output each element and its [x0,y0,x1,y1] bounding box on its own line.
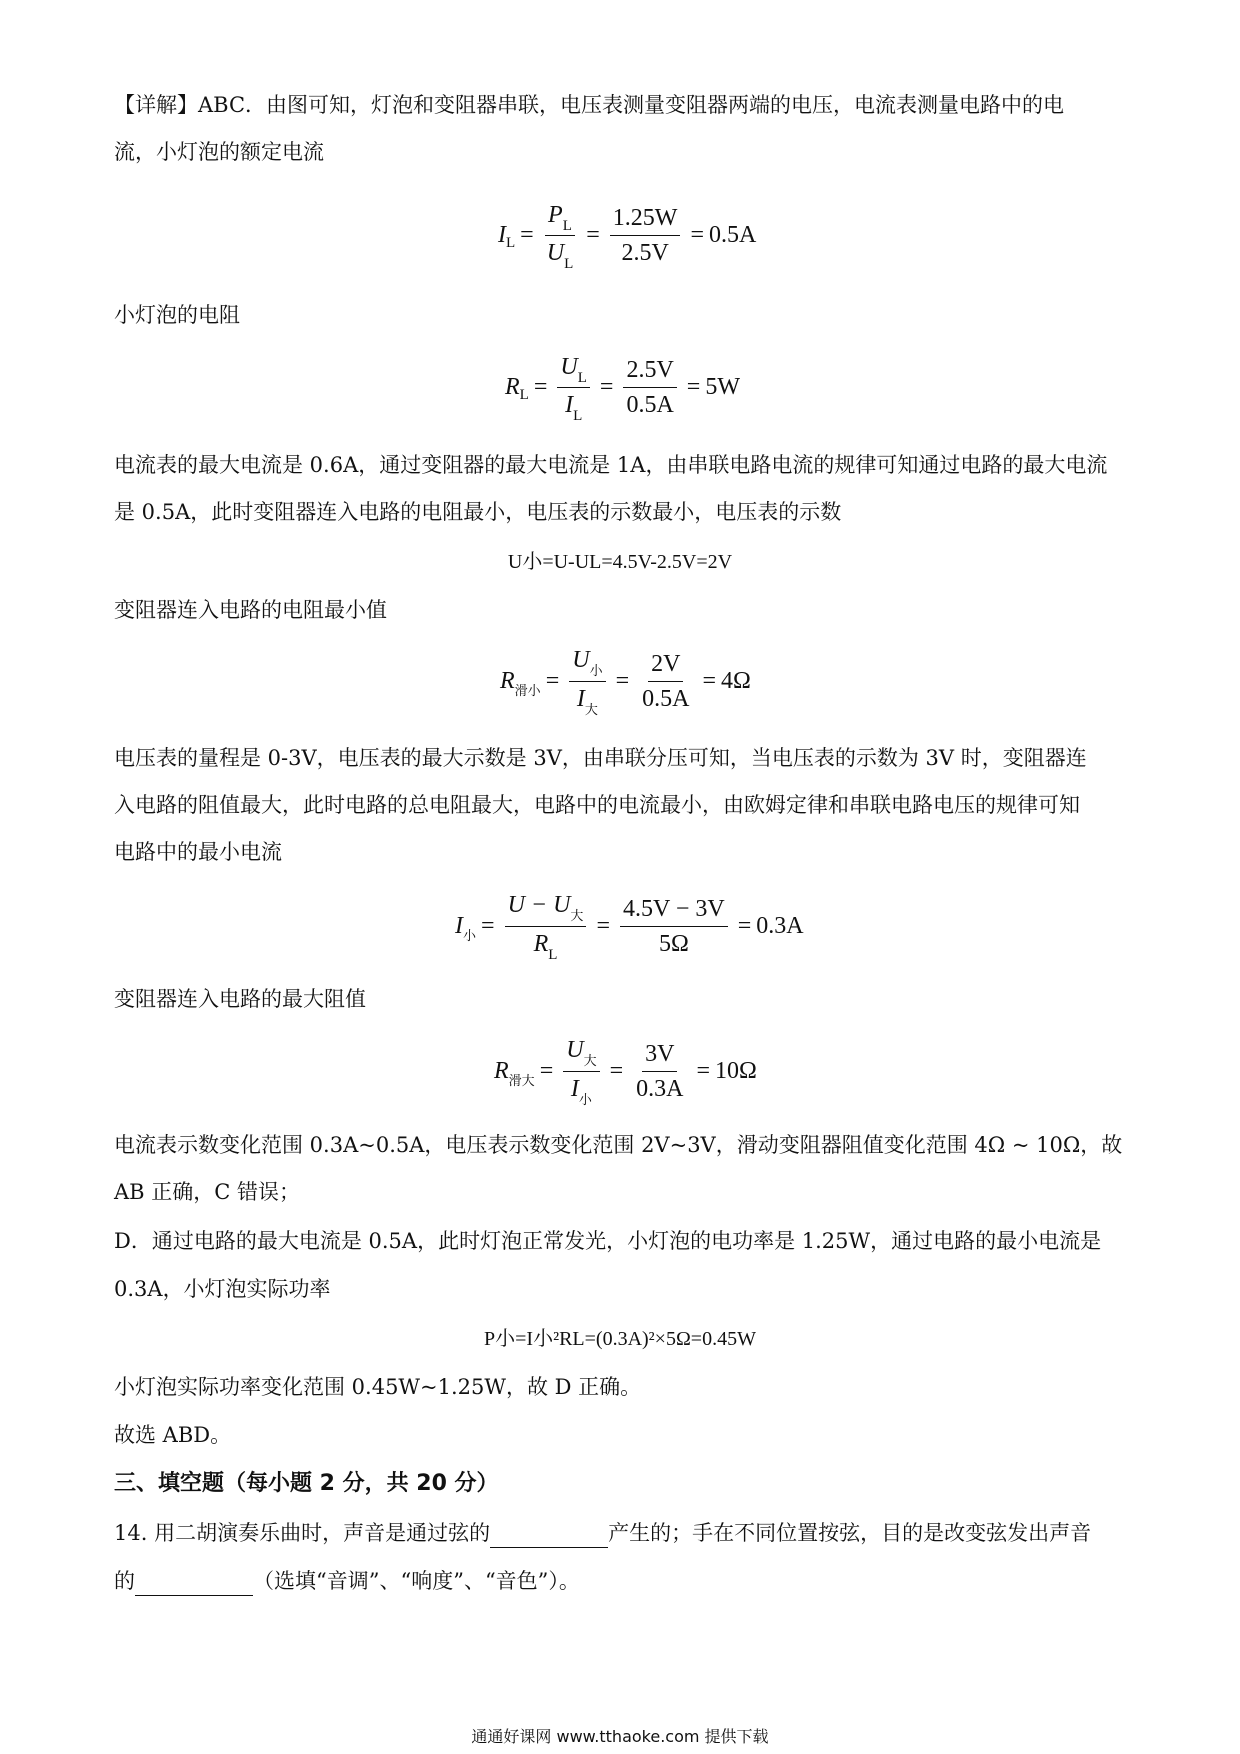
paragraph-5: 是 0.5A，此时变阻器连入电路的电阻最小，电压表的示数最小，电压表的示数 [114,500,842,524]
question-14-line-1 [114,1518,1134,1548]
paragraph-12: AB 正确，C 错误； [114,1180,301,1204]
equation-actual-power: P小=I小²RL=(0.3A)²×5Ω=0.45W [484,1328,756,1350]
paragraph-10: 变阻器连入电路的最大阻值 [114,987,366,1011]
page-footer: 通通好课网 www.tthaoke.com 提供下载 [471,1727,769,1746]
equation-rated-current: I L = $\frac{P_L}{U_L}$ = $\frac{1.25W}{2.5V}$ = 0.5A [498,202,757,272]
eq1-lhs: I [498,222,506,248]
equation-min-rheostat-resistance: R 滑小 = $\frac{U_小}{I_大}$ = $\frac{2V}{0.5A}$ = 4Ω [500,647,751,718]
q14-text-c: 的 [114,1569,135,1593]
paragraph-11: 电流表示数变化范围 0.3A~0.5A，电压表示数变化范围 2V~3V，滑动变阻器阻值变化范围 4Ω ~ 10Ω，故 [114,1133,1123,1157]
eq1-lhs-sub: L [506,235,516,251]
equation-lamp-resistance: R L = $\frac{U_L}{I_L}$ = $\frac{2.5V}{0.5A}$ = 5W [505,354,740,424]
section-heading: 三、填空题（每小题 2 分，共 20 分） [114,1471,499,1496]
paragraph-1: 【详解】ABC．由图可知，灯泡和变阻器串联，电压表测量变阻器两端的电压，电流表测量电路中的电 [114,93,1065,117]
question-14-line-2 [114,1566,1134,1596]
paragraph-15: 小灯泡实际功率变化范围 0.45W~1.25W，故 D 正确。 [114,1375,642,1399]
eq1-result: 0.5A [708,222,757,248]
paragraph-3: 小灯泡的电阻 [114,303,240,327]
answer-blank-2[interactable] [135,1573,253,1596]
eq2-result: 5W [705,374,740,400]
paragraph-9: 电路中的最小电流 [114,840,282,864]
paragraph-13: D．通过电路的最大电流是 0.5A，此时灯泡正常发光，小灯泡的电功率是 1.25W，通过电路的最小电流是 [114,1229,1102,1253]
paragraph-6: 变阻器连入电路的电阻最小值 [114,598,387,622]
paragraph-16: 故选 ABD。 [114,1423,232,1447]
equation-max-rheostat-resistance: R 滑大 = $\frac{U_大}{I_小}$ = $\frac{3V}{0.3A}$ = 10Ω [494,1037,757,1108]
q14-text-d: （选填“音调”、“响度”、“音色”）。 [253,1569,580,1593]
equation-min-voltage: U小=U-UL=4.5V-2.5V=2V [507,551,733,573]
paragraph-14: 0.3A，小灯泡实际功率 [114,1277,331,1301]
eq1-fraction-symbolic: $\frac{P_L}{U_L}$ [546,202,574,272]
paragraph-7: 电压表的量程是 0-3V，电压表的最大示数是 3V，由串联分压可知，当电压表的示数为 3V 时，变阻器连 [114,746,1087,770]
eq2-lhs: R [505,374,520,400]
q14-text-b: 产生的；手在不同位置按弦，目的是改变弦发出声音 [608,1521,1092,1545]
paragraph-4: 电流表的最大电流是 0.6A，通过变阻器的最大电流是 1A，由串联电路电流的规律可知通过电路的最大电流 [114,453,1108,477]
equation-min-current: I 小 = $\frac{U - U_大}{R_L}$ = $\frac{4.5V - 3V}{5\Omega}$ = 0.3A [455,892,804,963]
answer-blank-1[interactable] [490,1525,608,1548]
eq1-fraction-numeric: $\frac{1.25W}{2.5V}$ [610,203,681,268]
paragraph-2: 流，小灯泡的额定电流 [114,140,324,164]
q14-text-a: 14. 用二胡演奏乐曲时，声音是通过弦的 [114,1521,491,1545]
paragraph-8: 入电路的阻值最大，此时电路的总电阻最大，电路中的电流最小，由欧姆定律和串联电路电压的规律可知 [114,793,1080,817]
